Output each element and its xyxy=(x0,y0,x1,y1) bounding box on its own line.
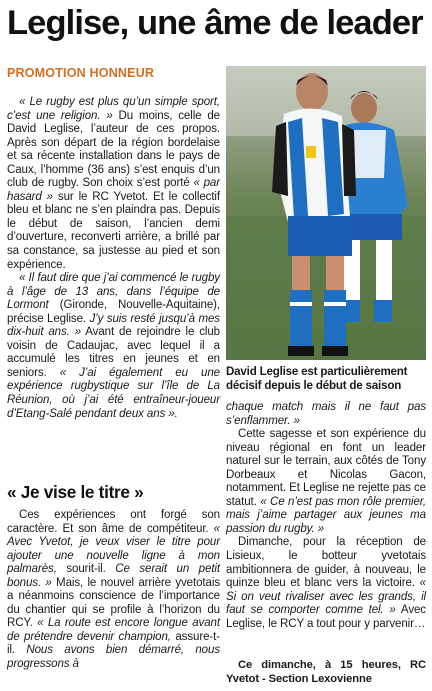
article-column-1 xyxy=(7,96,220,421)
photo-caption: David Leglise est particulièrement décisif depuis le début de saison xyxy=(226,365,408,392)
paragraph-continuation xyxy=(226,401,426,428)
quote: chaque match mais il ne faut pas s’enflammer. » xyxy=(226,401,426,427)
body-text: Avant de rejoindre le club voisin de Cadaujac, avec lequel il a accumulé les titres en jeunes et en seniors. xyxy=(7,326,220,379)
quote: « Si on veut rivaliser avec les grands, il faut se comporter comme tel. » xyxy=(226,577,426,617)
paragraph xyxy=(226,428,426,536)
body-text: Du moins, celle de David Leglise, l’auteur de ces propos. Après son départ de la région bordelaise et sa récente installation dans le pays de Caux, l’homme (36 ans) s’est enquis d’un club de rugby. Son choix s’est porté xyxy=(7,109,220,190)
section-kicker: PROMOTION HONNEUR xyxy=(7,66,155,80)
quote: « Ce n’est pas mon rôle premier, mais j’aime partager aux jeunes ma passion du rugby. » xyxy=(226,495,427,535)
body-text: précise Leglise. xyxy=(7,312,90,325)
body-text: sur le RC Yvetot. Et le collectif bleu et blanc ne s’en plaindra pas. Depuis le début de saison, l’ancien demi d’ouverture, reconverti arrière, a brillé par sa constance, sa justesse au pied et son expérience. xyxy=(7,190,220,271)
paragraph xyxy=(7,272,220,421)
body-text: Dimanche, pour la réception de Lisieux, le botteur yvetotais ambitionnera de guider, à nouveau, le quinze bleu et blanc vers la victoire. xyxy=(226,536,426,590)
article-column-1-lower xyxy=(7,509,220,672)
quote: Ce serait un petit bonus. » xyxy=(7,563,221,589)
quote: « Le rugby est plus qu’un simple sport, c’est une religion. » xyxy=(7,96,220,122)
quote: J’y suis resté jusqu’à mes dix-huit ans. » xyxy=(7,312,220,339)
match-info-text: Ce dimanche, à 15 heures, RC Yvetot - Section Lexovienne xyxy=(226,659,426,685)
match-info xyxy=(226,659,426,686)
paragraph xyxy=(7,509,220,672)
quote: Nous avons bien démarré, nous progressons à xyxy=(7,644,221,671)
quote: « Il faut dire que j’ai commencé le rugby à l’âge de 13 ans, dans l’équipe de Lormont xyxy=(7,272,220,312)
quote: « La route est encore longue avant de prétendre devenir champion, xyxy=(7,617,220,643)
body-text: Ces expériences ont forgé son caractère. Et son âme de compétiteur. xyxy=(7,509,220,535)
paragraph xyxy=(226,536,426,631)
body-text: (Gironde, Nouvelle-Aquitaine), xyxy=(48,299,220,312)
rugby-players-photo xyxy=(226,66,426,360)
headline: Leglise, une âme de leader xyxy=(7,4,423,42)
quote: « Avec Yvetot, je veux viser le titre pour ajouter une nouvelle ligne à mon palmarès, xyxy=(7,522,220,576)
quote: « par hasard » xyxy=(7,177,220,203)
body-text: assure-t-il. xyxy=(7,630,220,657)
body-text: Cette sagesse et son expérience du niveau régional en font un leader naturel sur le terrain, aux côtés de Tony Dorbeaux et Nicolas Gacon, notamment. Et Leglise ne rejette pas ce statut. xyxy=(226,428,426,508)
subheading: « Je vise le titre » xyxy=(7,482,144,502)
body-text: Avec Leglise, le RCY a tout pour y parvenir… xyxy=(226,604,426,630)
article-column-2 xyxy=(226,401,426,631)
body-text: sourit-il. xyxy=(66,563,116,576)
paragraph xyxy=(7,96,220,272)
body-text: Mais, le nouvel arrière yvetotais a néanmoins conscience de l’importance du chantier qui se profile à l’horizon du RCY. xyxy=(7,576,220,630)
quote: « J’ai également eu une expérience rugbystique sur l’île de La Réunion, où j’ai été entraîneur-joueur d’Etang-Salé pendant deux ans ». xyxy=(7,366,220,420)
